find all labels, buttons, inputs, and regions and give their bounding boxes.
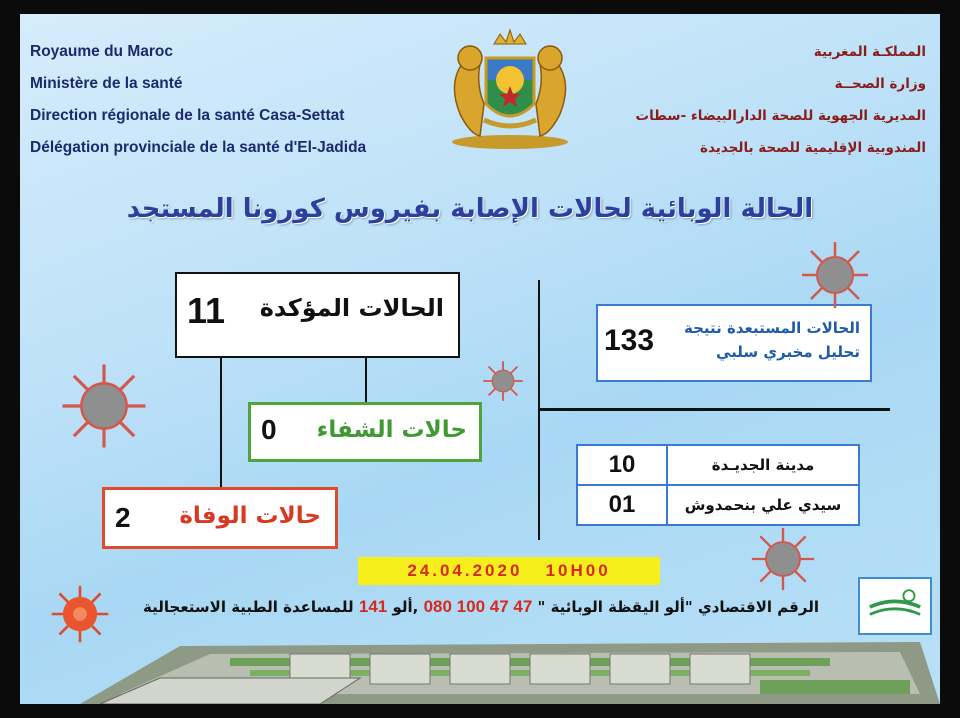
header-fr-line: Délégation provinciale de la santé d'El-Jadida xyxy=(30,139,367,156)
coronavirus-icon xyxy=(750,526,816,592)
excluded-label: الحالات المستبعدة نتيجة تحليل مخبري سلبي xyxy=(683,319,860,361)
footer-suffix: للمساعدة الطبية الاستعجالية xyxy=(143,598,354,616)
deaths-label: حالات الوفاة xyxy=(179,503,321,529)
coronavirus-icon xyxy=(800,240,870,310)
confirmed-cases-box xyxy=(175,272,460,358)
coat-of-arms-emblem xyxy=(440,24,580,152)
divider-horizontal xyxy=(540,408,890,411)
header-ar-line: المملكـة المغربية xyxy=(813,44,926,60)
timestamp-badge: 24.04.2020 10H00 xyxy=(358,557,660,585)
header-fr-line: Ministère de la santé xyxy=(30,75,183,92)
header-arabic xyxy=(596,36,926,164)
deaths-box xyxy=(102,487,338,549)
recovered-cases-box xyxy=(248,402,482,462)
header-ar-line: وزارة الصحــة xyxy=(834,76,926,92)
cities-table xyxy=(576,444,860,526)
deaths-value: 2 xyxy=(115,502,131,533)
header-fr-line: Direction régionale de la santé Casa-Settat xyxy=(30,107,345,124)
hotline-number: 080 100 47 47 xyxy=(423,597,533,616)
footer-middle: ,ألو xyxy=(392,598,419,616)
city-name: مدينة الجديـدة xyxy=(667,445,859,485)
header-ar-line: المديرية الجهوية للصحة الدارالبيضاء -سطات xyxy=(635,108,926,124)
city-value: 10 xyxy=(577,445,667,485)
header-french xyxy=(30,36,460,164)
table-row xyxy=(577,445,859,485)
table-row xyxy=(577,485,859,525)
header-fr-line: Royaume du Maroc xyxy=(30,43,173,60)
city-name: سيدي علي بنحمدوش xyxy=(667,485,859,525)
excluded-value: 133 xyxy=(604,324,655,357)
connector-line xyxy=(365,358,367,403)
coronavirus-icon xyxy=(60,362,148,450)
poster xyxy=(20,14,940,704)
confirmed-label: الحالات المؤكدة xyxy=(259,294,444,322)
footer-hotline xyxy=(110,597,852,617)
excluded-cases-box xyxy=(596,304,872,382)
recovered-label: حالات الشفاء xyxy=(316,417,467,443)
hospital-aerial-illustration xyxy=(60,624,940,704)
header-ar-line: المندوبية الإقليمية للصحة بالجديدة xyxy=(700,140,926,156)
page-title: الحالة الوبائية لحالات الإصابة بفيروس كورونا المستجد xyxy=(126,194,814,224)
city-value: 01 xyxy=(577,485,667,525)
coronavirus-icon xyxy=(482,360,524,402)
footer-prefix: الرقم الاقتصادي "ألو اليقظة الوبائية " xyxy=(537,598,819,616)
emergency-number: 141 xyxy=(358,597,388,616)
coronavirus-icon xyxy=(50,584,110,644)
recovered-value: 0 xyxy=(261,414,277,445)
confirmed-value: 11 xyxy=(187,290,226,331)
connector-line xyxy=(220,358,222,488)
